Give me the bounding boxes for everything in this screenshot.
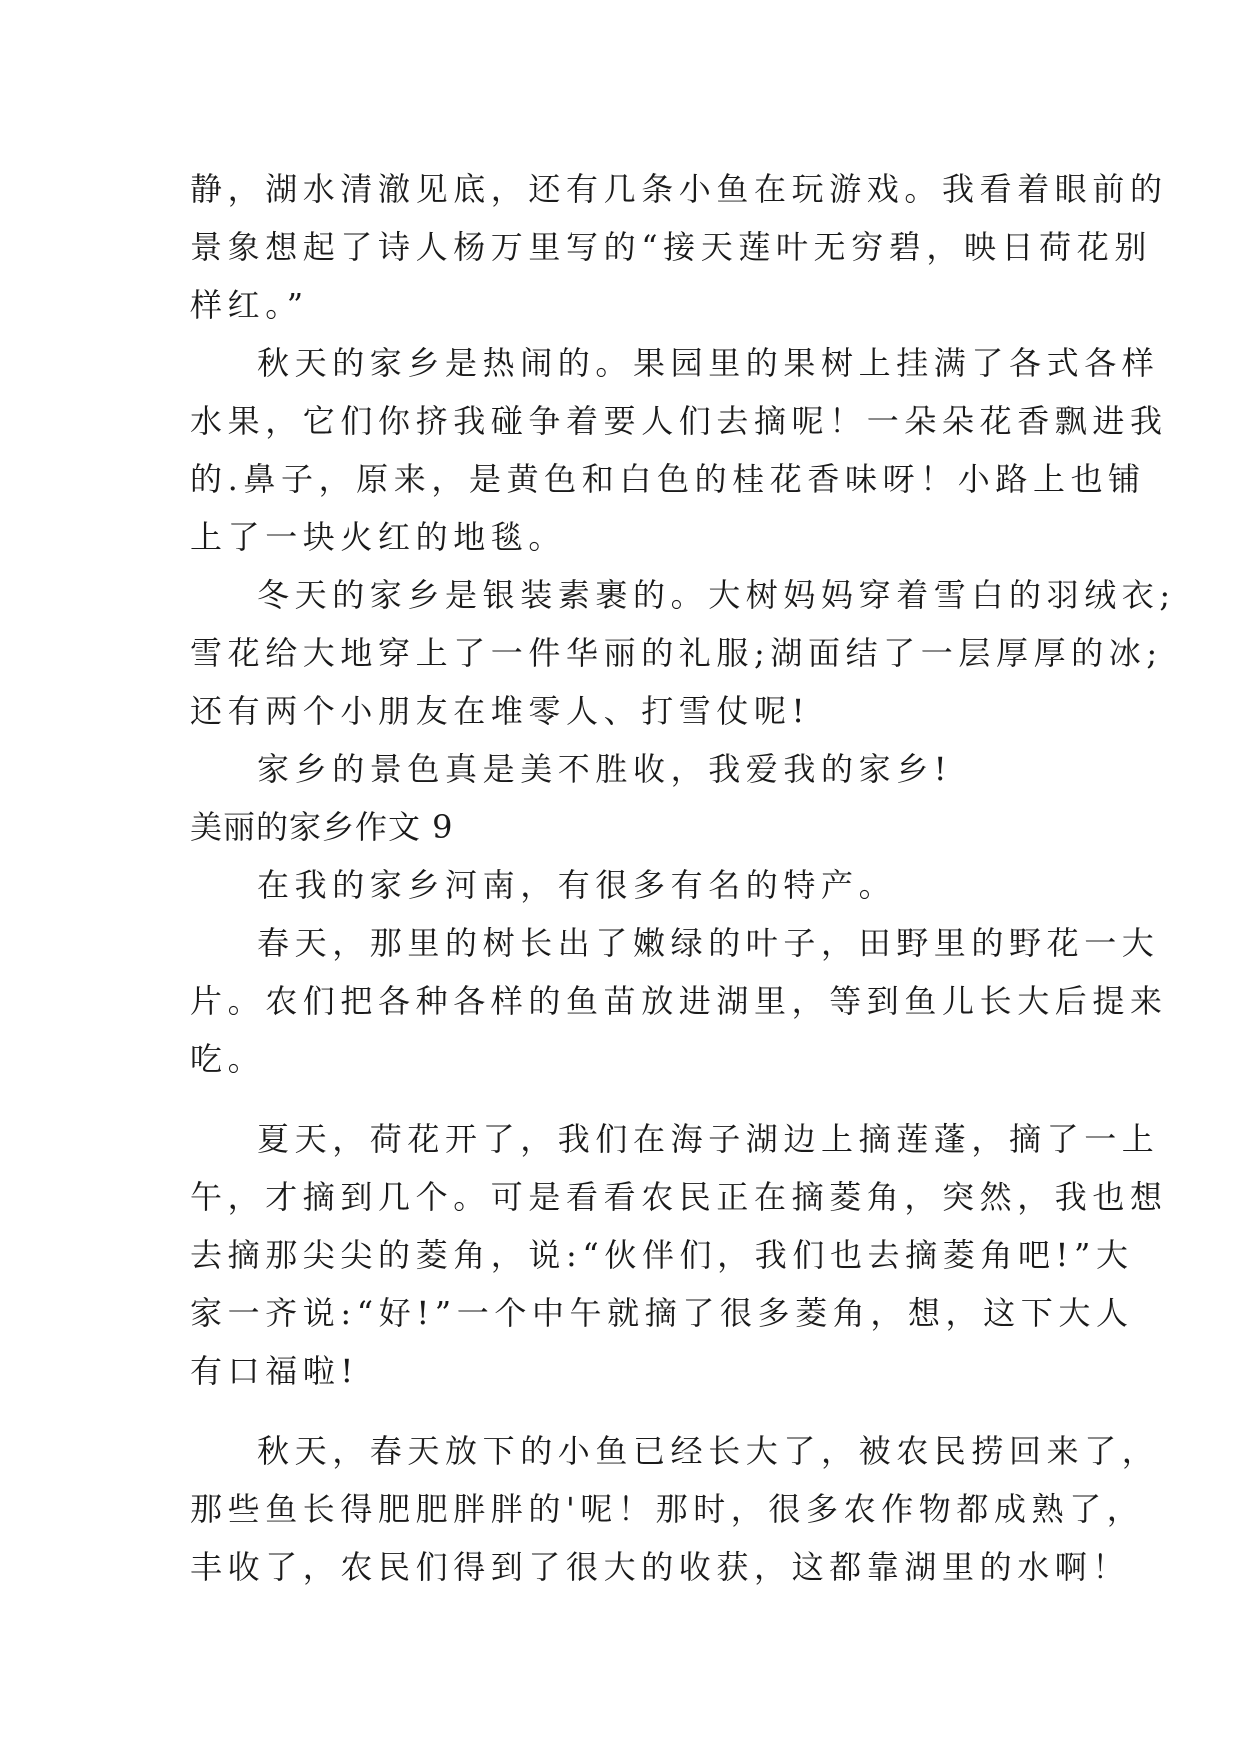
- text-line: 样红。”: [190, 286, 309, 324]
- document-body: [190, 160, 1176, 1596]
- paragraph-spring-start: 春天，那里的树长出了嫩绿的叶子，田野里的野花一大: [257, 924, 1160, 962]
- essay-title: 美丽的家乡作文 9: [190, 808, 454, 846]
- text-line: 雪花给大地穿上了一件华丽的礼服;湖面结了一层厚厚的冰;: [190, 634, 1163, 672]
- paragraph-summer-start: 夏天，荷花开了，我们在海子湖边上摘莲蓬，摘了一上: [257, 1120, 1160, 1158]
- text-line: 景象想起了诗人杨万里写的“接天莲叶无穷碧，映日荷花别: [190, 228, 1152, 266]
- text-line: 丰收了，农民们得到了很大的收获，这都靠湖里的水啊！: [190, 1548, 1131, 1586]
- text-line: 家一齐说:“好!”一个中午就摘了很多菱角，想，这下大人: [190, 1294, 1134, 1332]
- paragraph-winter-start: 冬天的家乡是银装素裹的。大树妈妈穿着雪白的羽绒衣;: [257, 576, 1176, 614]
- text-line: 水果，它们你挤我碰争着要人们去摘呢！一朵朵花香飘进我: [190, 402, 1168, 440]
- paragraph-conclusion: 家乡的景色真是美不胜收，我爱我的家乡!: [257, 750, 953, 788]
- paragraph-intro: 在我的家乡河南，有很多有名的特产。: [257, 866, 897, 904]
- text-line: 去摘那尖尖的菱角，说:“伙伴们，我们也去摘菱角吧!”大: [190, 1236, 1134, 1274]
- text-line: 的.鼻子，原来，是黄色和白色的桂花香味呀！小路上也铺: [190, 460, 1146, 498]
- text-line: 上了一块火红的地毯。: [190, 518, 567, 556]
- text-line: 有口福啦!: [190, 1352, 359, 1390]
- paragraph-autumn-start: 秋天的家乡是热闹的。果园里的果树上挂满了各式各样: [257, 344, 1160, 382]
- text-line: 吃。: [190, 1040, 266, 1078]
- text-line: 还有两个小朋友在堆零人、打雪仗呢!: [190, 692, 811, 730]
- paragraph-autumn2-start: 秋天，春天放下的小鱼已经长大了，被农民捞回来了，: [257, 1432, 1160, 1470]
- text-line: 片。农们把各种各样的鱼苗放进湖里，等到鱼儿长大后提来: [190, 982, 1168, 1020]
- text-line: 静，湖水清澈见底，还有几条小鱼在玩游戏。我看着眼前的: [190, 170, 1168, 208]
- text-line: 那些鱼长得肥肥胖胖的'呢！那时，很多农作物都成熟了，: [190, 1490, 1145, 1528]
- text-line: 午，才摘到几个。可是看看农民正在摘菱角，突然，我也想: [190, 1178, 1168, 1216]
